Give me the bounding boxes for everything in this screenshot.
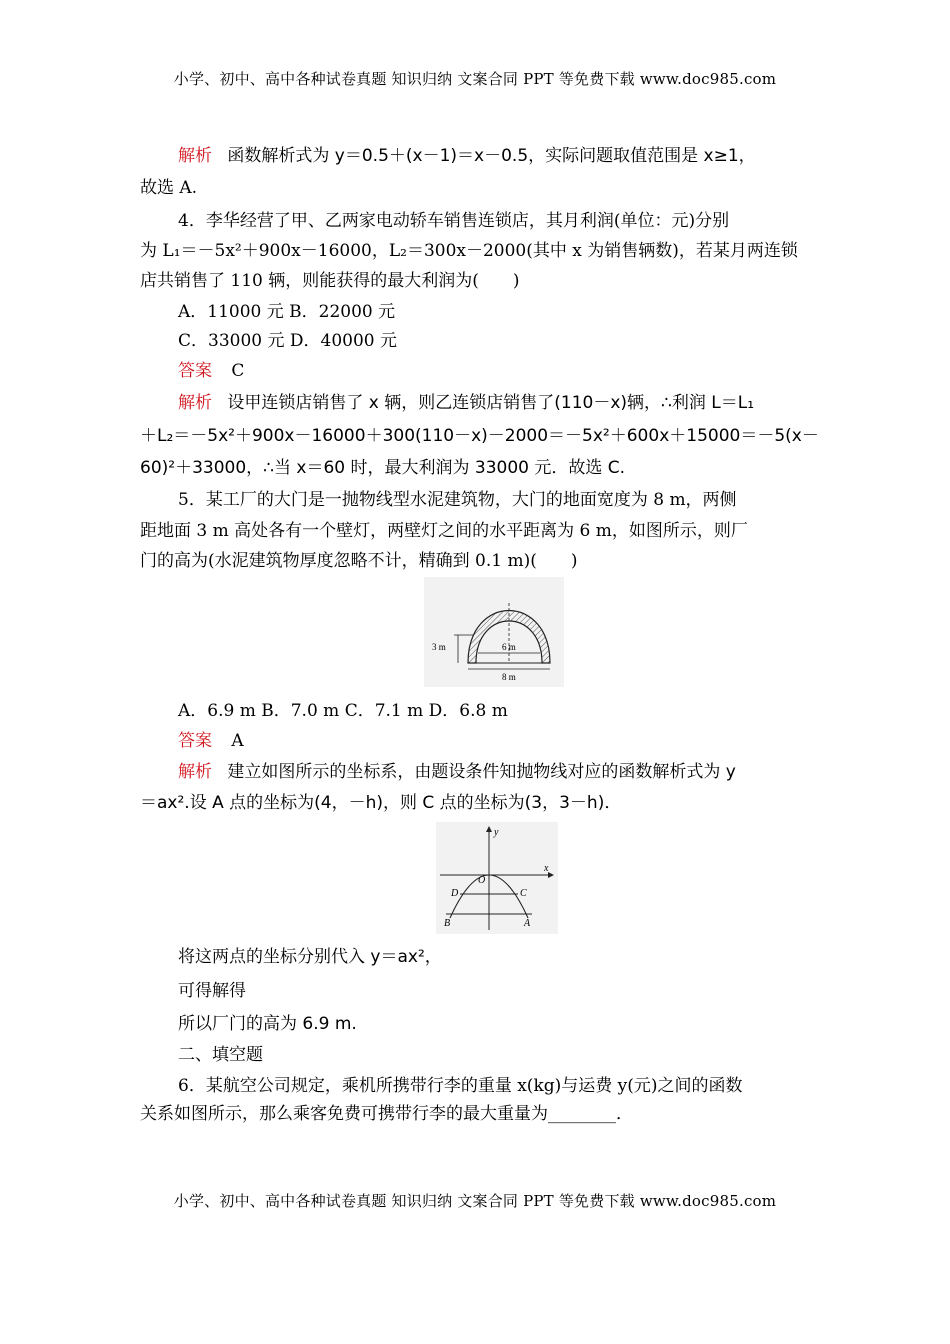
y-label: y [494,827,499,838]
q4-stem-line-1: 4．李华经营了甲、乙两家电动轿车销售连锁店，其月利润(单位：元)分别 [178,211,730,231]
solution-label: 解析 [178,146,212,166]
answer-label: 答案 [178,731,212,751]
q4-solution-text-1: 设甲连锁店销售了 x 辆，则乙连锁店销售了(110－x)辆，∴利润 L＝L₁ [227,393,755,413]
label-d: D [451,888,459,899]
solution-label: 解析 [178,762,212,782]
q4-answer-line [178,360,858,382]
q4-solution-line-1 [178,392,858,414]
q3-solution-line [178,145,858,167]
q5-solution-line-2: ＝ax².设 A 点的坐标为(4，－h)，则 C 点的坐标为(3，3－h)． [140,793,622,813]
q5-answer: A [231,731,244,751]
q4-stem-line-2: 为 L₁＝－5x²＋900x－16000，L₂＝300x－2000(其中 x 为销售辆数)，若某月两连锁 [140,241,798,261]
q4-solution-line-2: ＋L₂＝－5x²＋900x－16000＋300(110－x)－2000＝－5x²＋600x＋15000＝－5(x－ [140,426,819,446]
q5-solution-line-1 [178,761,858,783]
q5-answer-line [178,730,858,752]
page-header: 小学、初中、高中各种试卷真题 知识归纳 文案合同 PPT 等免费下载 www.doc985.com [173,70,777,88]
label-b: B [444,918,451,929]
q3-solution-text: 函数解析式为 y＝0.5＋(x－1)＝x－0.5，实际问题取值范围是 x≥1， [227,146,756,166]
q5-stem-line-1: 5．某工厂的大门是一抛物线型水泥建筑物，大门的地面宽度为 8 m，两侧 [178,490,737,510]
q5-solution-line-3: 将这两点的坐标分别代入 y＝ax²， [178,947,442,967]
label-c: C [520,888,527,899]
q3-solution-text-2: 故选 A. [140,178,198,198]
page-footer: 小学、初中、高中各种试卷真题 知识归纳 文案合同 PPT 等免费下载 www.doc985.com [173,1192,777,1210]
q5-stem-line-3: 门的高为(水泥建筑物厚度忽略不计，精确到 0.1 m)( ) [140,551,578,571]
q5-options: A．6.9 m B．7.0 m C．7.1 m D．6.8 m [178,701,508,721]
gate-figure [424,577,564,687]
label-3m: 3 m [432,642,446,652]
q6-stem-line-1: 6．某航空公司规定，乘机所携带行李的重量 x(kg)与运费 y(元)之间的函数 [178,1076,743,1096]
coordinate-figure [436,822,558,934]
answer-label: 答案 [178,361,212,381]
q4-solution-line-3: 60)²＋33000，∴当 x＝60 时，最大利润为 33000 元．故选 C. [140,458,626,478]
solution-label: 解析 [178,393,212,413]
q4-options-cd: C．33000 元 D．40000 元 [178,331,398,351]
label-8m: 8 m [502,672,516,682]
q4-answer: C [231,361,245,381]
q5-solution-line-4: 可得解得 [178,981,246,1001]
label-6m: 6 m [502,642,516,652]
q4-stem-line-3: 店共销售了 110 辆，则能获得的最大利润为( ) [140,271,520,291]
q4-options-ab: A．11000 元 B．22000 元 [178,302,396,322]
label-o: O [478,875,486,886]
x-label: x [544,863,549,874]
q5-solution-text-1: 建立如图所示的坐标系，由题设条件知抛物线对应的函数解析式为 y [227,762,736,782]
q5-stem-line-2: 距地面 3 m 高处各有一个壁灯，两壁灯之间的水平距离为 6 m，如图所示，则厂 [140,521,748,541]
q6-stem-line-2: 关系如图所示，那么乘客免费可携带行李的最大重量为________． [140,1104,633,1124]
label-a: A [524,918,531,929]
q5-solution-line-5: 所以厂门的高为 6.9 m. [178,1014,357,1034]
section-heading: 二、填空题 [178,1045,263,1065]
